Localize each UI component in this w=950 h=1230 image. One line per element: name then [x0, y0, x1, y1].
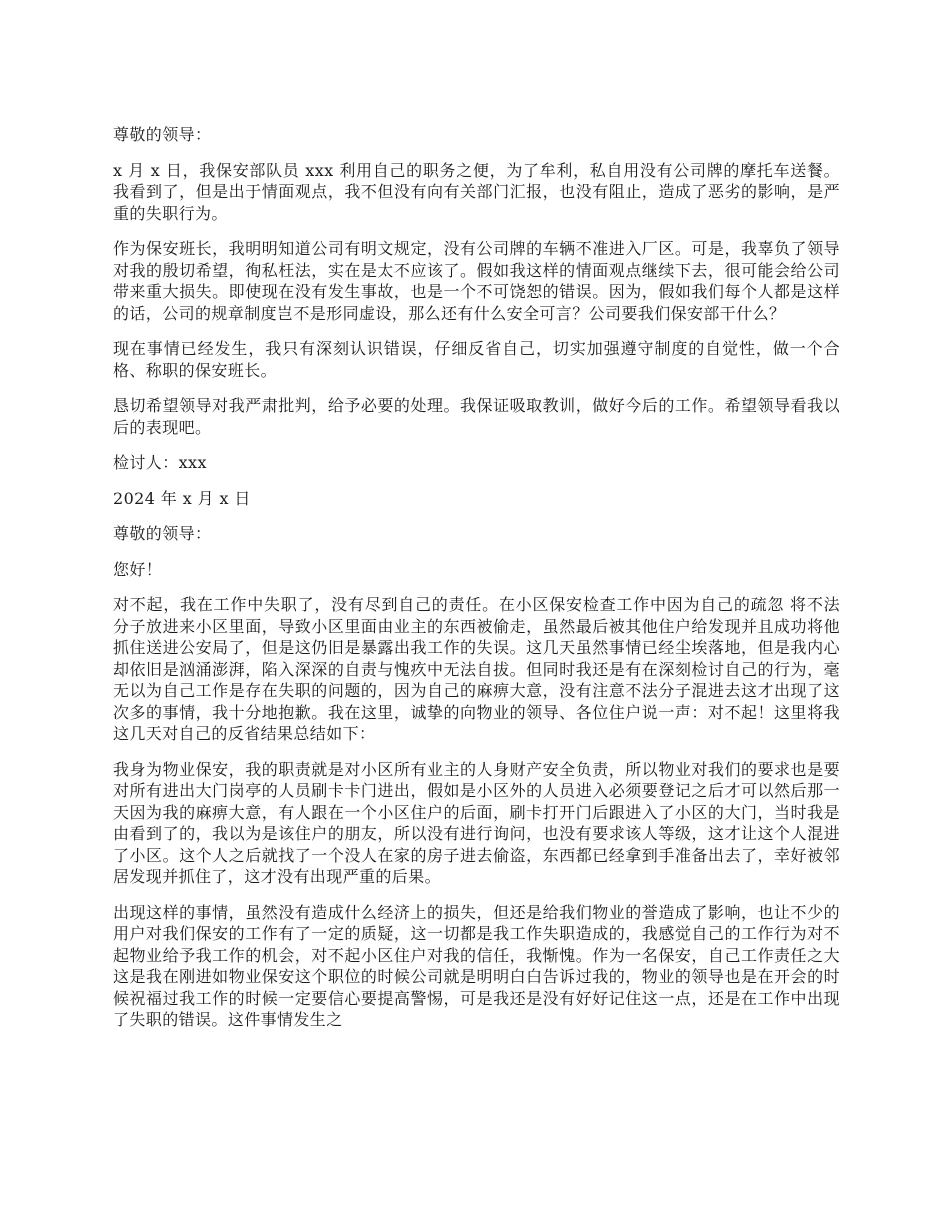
letter1-paragraph-4: 恳切希望领导对我严肃批判，给予必要的处理。我保证吸取教训，做好今后的工作。希望领导看我以后的表现吧。 — [113, 396, 840, 437]
letter1-date: 2024 年 x 月 x 日 — [113, 488, 251, 508]
letter2-greeting: 您好！ — [113, 559, 163, 579]
letter2-salutation: 尊敬的领导： — [113, 524, 212, 543]
letter1-paragraph-3: 现在事情已经发生，我只有深刻认识错误，仔细反省自己，切实加强遵守制度的自觉性，做一个合格、称职的保安班长。 — [113, 339, 840, 380]
letter1-signature: 检讨人：xxx — [113, 453, 207, 472]
letter2-paragraph-2: 我身为物业保安，我的职责就是对小区所有业主的人身财产安全负责，所以物业对我们的要求也是要对所有进出大门岗亭的人员刷卡卡门进出，假如是小区外的人员进入必须要登记之后才可以然后那一天因为我的麻痹大意，有人跟在一个小区住户的后面，刷卡打开门后跟进入了小区的大门，当时我是由看到了的，我以为是该住户的朋友，所以没有进行询问，也没有要求该人等级，这才让这个人混进了小区。这个人之后就找了一个没人在家的房子进去偷盗，东西都已经拿到手准备出去了，幸好被邻居发现并抓住了，这才没有出现严重的后果。 — [113, 759, 840, 886]
letter2-paragraph-3: 出现这样的事情，虽然没有造成什么经济上的损失，但还是给我们物业的誉造成了影响，也让不少的用户对我们保安的工作有了一定的质疑，这一切都是我工作失职造成的，我感觉自己的工作行为对不起物业给予我工作的机会，对不起小区住户对我的信任，我惭愧。作为一名保安，自己工作责任之大这是我在刚进如物业保安这个职位的时候公司就是明明白白告诉过我的，物业的领导也是在开会的时候祝福过我工作的时候一定要信心要提高警惕，可是我还是没有好好记住这一点，还是在工作中出现了失职的错误。这件事情发生之 — [113, 902, 840, 1029]
letter2-paragraph-1: 对不起，我在工作中失职了，没有尽到自己的责任。在小区保安检查工作中因为自己的疏忽 将不法分子放进来小区里面，导致小区里面由业主的东西被偷走，虽然最后被其他住户给发现并且成功将他抓住送进公安局了，但是这仍旧是暴露出我工作的失误。这几天虽然事情已经尘埃落地，但是我内心却依旧是汹涌澎湃，陷入深深的自责与愧疚中无法自拔。但同时我还是有在深刻检讨自己的行为，毫无以为自己工作是存在失职的问题的，因为自己的麻痹大意，没有注意不法分子混进去这才出现了这次多的事情，我十分地抱歉。我在这里，诚挚的向物业的领导、各位住户说一声：对不起！这里将我这几天对自己的反省结果总结如下： — [113, 595, 840, 743]
letter1-salutation: 尊敬的领导： — [113, 125, 212, 144]
letter1-paragraph-2: 作为保安班长，我明明知道公司有明文规定，没有公司牌的车辆不准进入厂区。可是，我辜负了领导对我的殷切希望，徇私枉法，实在是太不应该了。假如我这样的情面观点继续下去，很可能会给公司带来重大损失。即使现在没有发生事故，也是一个不可饶恕的错误。因为，假如我们每个人都是这样的话，公司的规章制度岂不是形同虚设，那么还有什么安全可言？公司要我们保安部干什么？ — [113, 239, 840, 323]
document-page — [113, 124, 840, 1045]
letter1-paragraph-1: x 月 x 日，我保安部队员 xxx 利用自己的职务之便，为了牟利，私自用没有公司牌的摩托车送餐。我看到了，但是出于情面观点，我不但没有向有关部门汇报，也没有阻止，造成了恶劣的影响，是严重的失职行为。 — [113, 160, 840, 223]
